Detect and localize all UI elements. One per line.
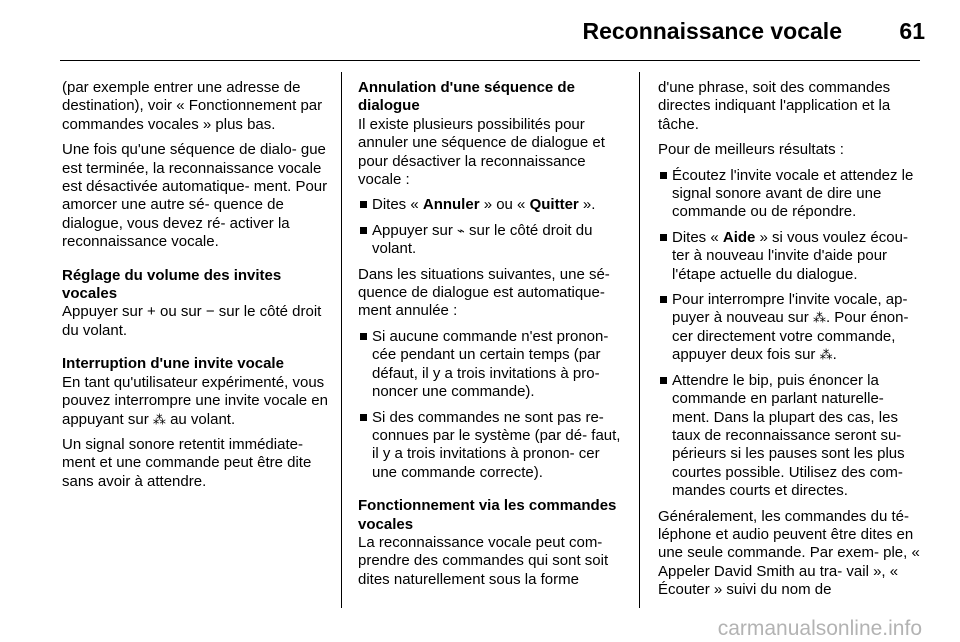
section-heading: Annulation d'une séquence de dialogue	[358, 79, 575, 115]
voice-button-icon: ⁂	[812, 310, 826, 326]
paragraph: Il existe plusieurs possibilités pour annuler une séquence de dialogue et pour désactiver la reconnaissance vocale :	[358, 115, 605, 189]
list-item: Attendre le bip, puis énoncer la commande en parlant naturelle- ment. Dans la plupart des cas, les taux de reconnaissance seront su- périeurs si les pauses sont les plus courtes possible. Utilisez des com- mandes courts et directes.	[658, 372, 921, 501]
minus-icon: −	[205, 303, 215, 321]
list-item: Si aucune commande n'est pronon- cée pendant un certain temps (par défaut, il y a trois invitations à pro- noncer une commande).	[358, 328, 628, 402]
bullet-list	[358, 196, 628, 258]
voice-button-icon: ⁂	[152, 411, 166, 427]
paragraph: (par exemple entrer une adresse de destination), voir « Fonctionnement par commandes vocales » plus bas.	[62, 79, 323, 133]
paragraph: Un signal sonore retentit immédiate- ment et une commande peut être dite sans avoir à attendre.	[62, 435, 312, 490]
list-item: Dites « Aide » si vous voulez écou- ter à nouveau l'invite d'aide pour l'étape actuelle du dialogue.	[658, 229, 921, 284]
column-3	[658, 79, 921, 607]
section-heading: Fonctionnement via les commandes vocales	[358, 497, 617, 533]
paragraph: Une fois qu'une séquence de dialo- gue est terminée, la reconnaissance vocale est désactivée automatique- ment. Pour amorcer une autre sé- quence de dialogue, vous devez ré- activer la reconnaissance vocale.	[62, 141, 328, 251]
plus-icon: +	[147, 303, 156, 321]
bullet-list	[658, 167, 921, 501]
paragraph: La reconnaissance vocale peut com- prendre des commandes qui sont soit dites naturellement sous la forme	[358, 533, 609, 588]
paragraph: Pour de meilleurs résultats :	[658, 141, 844, 159]
paragraph: Appuyer sur + ou sur − sur le côté droit du volant.	[62, 303, 322, 339]
list-item: Appuyer sur ⌁ sur le côté droit du volant.	[358, 222, 628, 259]
voice-button-icon: ⁂	[819, 347, 833, 363]
column-1	[62, 79, 330, 498]
section-heading: Interruption d'une invite vocale	[62, 355, 284, 373]
list-item: Si des commandes ne sont pas re- connues par le système (par dé- faut, il y a trois invitations à pronon- cer une commande correcte).	[358, 409, 628, 483]
column-divider-2	[639, 72, 640, 608]
column-divider-1	[341, 72, 342, 608]
column-2	[358, 79, 628, 596]
paragraph: En tant qu'utilisateur expérimenté, vous pouvez interrompre une invite vocale en appuyant sur ⁂ au volant.	[62, 373, 328, 428]
bullet-list	[358, 328, 628, 482]
watermark: carmanualsonline.info	[717, 617, 922, 640]
paragraph: Généralement, les commandes du té- léphone et audio peuvent être dites en une seule commande. Par exem- ple, « Appeler David Smith au tra- vail », « Écouter » suivi du nom de	[658, 507, 920, 599]
list-item: Écoutez l'invite vocale et attendez le signal sonore avant de dire une commande ou de répondre.	[658, 167, 921, 222]
list-item: Dites « Annuler » ou « Quitter ».	[358, 196, 628, 214]
page-title: Reconnaissance vocale	[582, 18, 842, 44]
paragraph: d'une phrase, soit des commandes directes indiquant l'application et la tâche.	[658, 79, 891, 133]
paragraph: Dans les situations suivantes, une sé- quence de dialogue est automatique- ment annulée :	[358, 265, 610, 320]
header-rule	[60, 60, 920, 61]
list-item: Pour interrompre l'invite vocale, ap- puyer à nouveau sur ⁂. Pour énon- cer directement votre commande, appuyer deux fois sur ⁂.	[658, 291, 921, 365]
section-heading: Réglage du volume des invites vocales	[62, 266, 282, 303]
page-number: 61	[899, 18, 925, 44]
hang-up-icon: ⌁	[457, 222, 465, 238]
